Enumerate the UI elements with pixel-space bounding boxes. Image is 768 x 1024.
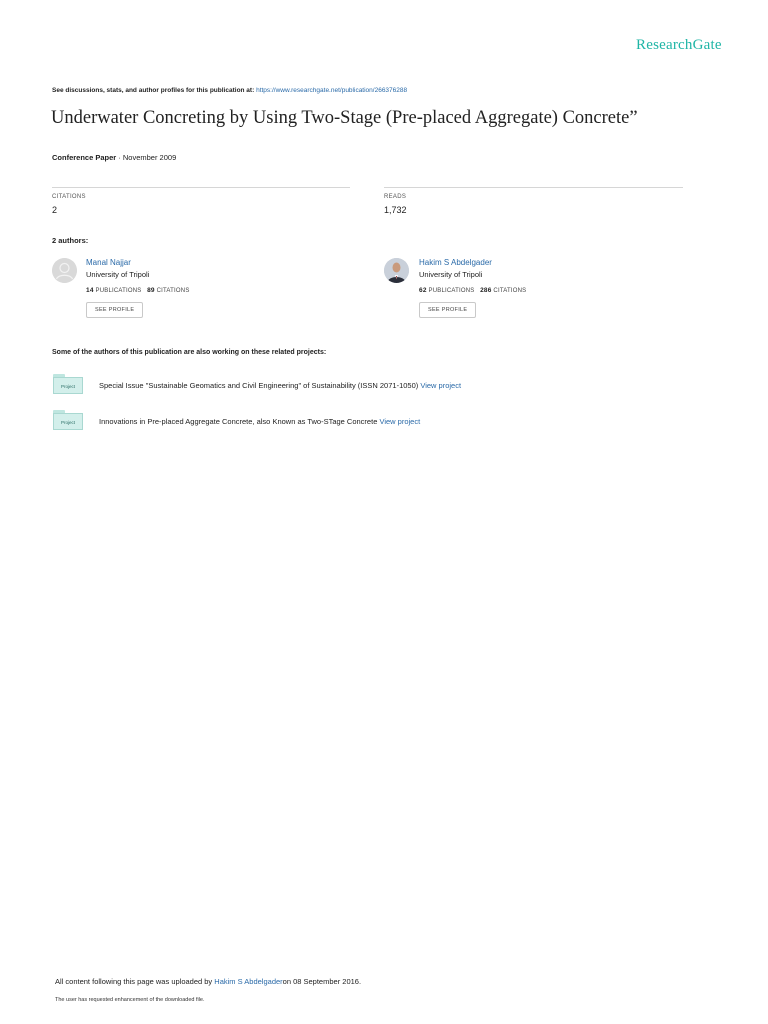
author-citations-count: 89 xyxy=(147,287,155,294)
upload-suffix: on 08 September 2016. xyxy=(282,977,362,986)
paper-date: November 2009 xyxy=(122,153,177,162)
author-name-link[interactable]: Hakim S Abdelgader xyxy=(419,258,492,267)
see-profile-button[interactable]: SEE PROFILE xyxy=(419,302,476,318)
publication-url-link[interactable]: https://www.researchgate.net/publication/266376288 xyxy=(256,87,408,94)
author-publications-count: 14 xyxy=(86,287,94,294)
reads-label: READS xyxy=(384,194,407,200)
upload-prefix: All content following this page was uploaded by xyxy=(55,977,213,986)
author-citations-label: CITATIONS xyxy=(493,288,527,294)
reads-value: 1,732 xyxy=(384,205,407,215)
project-badge: Project xyxy=(53,413,83,430)
related-projects-heading: Some of the authors of this publication are also working on these related projects: xyxy=(52,349,327,356)
project-item xyxy=(99,381,461,390)
citations-label: CITATIONS xyxy=(52,194,86,200)
discussion-label: See discussions, stats, and author profiles for this publication at: xyxy=(52,87,255,94)
upload-note xyxy=(55,977,361,986)
project-title: Special Issue "Sustainable Geomatics and Civil Engineering" of Sustainability (ISSN 2071-1050) xyxy=(99,381,419,390)
author-citations-count: 286 xyxy=(480,287,492,294)
discussion-line xyxy=(52,87,407,94)
paper-title: Underwater Concreting by Using Two-Stage (Pre-placed Aggregate) Concrete” xyxy=(51,108,638,128)
default-avatar-icon[interactable] xyxy=(52,258,77,283)
author-name-link[interactable]: Manal Najjar xyxy=(86,258,131,267)
project-item xyxy=(99,417,420,426)
meta-separator: · xyxy=(116,153,123,162)
project-folder-icon xyxy=(53,410,83,430)
author-publications-count: 62 xyxy=(419,287,427,294)
citations-divider xyxy=(52,187,350,188)
author-publications-label: PUBLICATIONS xyxy=(428,288,475,294)
citations-value: 2 xyxy=(52,205,58,215)
project-badge: Project xyxy=(53,377,83,394)
enhancement-note: The user has requested enhancement of the downloaded file. xyxy=(55,997,205,1003)
author-stats xyxy=(419,287,526,294)
author-institution: University of Tripoli xyxy=(419,270,483,279)
reads-divider xyxy=(384,187,683,188)
author-citations-label: CITATIONS xyxy=(156,288,190,294)
author-photo[interactable] xyxy=(384,258,409,283)
see-profile-button[interactable]: SEE PROFILE xyxy=(86,302,143,318)
author-institution: University of Tripoli xyxy=(86,270,150,279)
researchgate-logo[interactable]: ResearchGate xyxy=(636,37,722,53)
author-stats xyxy=(86,287,190,294)
uploader-link[interactable]: Hakim S Abdelgader xyxy=(214,977,283,986)
view-project-link[interactable]: View project xyxy=(420,381,462,390)
project-folder-icon xyxy=(53,374,83,394)
view-project-link[interactable]: View project xyxy=(379,417,421,426)
paper-type: Conference Paper xyxy=(52,153,117,162)
authors-heading: 2 authors: xyxy=(52,236,89,245)
project-title: Innovations in Pre-placed Aggregate Concrete, also Known as Two-STage Concrete xyxy=(99,417,378,426)
paper-meta xyxy=(52,153,176,162)
author-publications-label: PUBLICATIONS xyxy=(95,288,142,294)
